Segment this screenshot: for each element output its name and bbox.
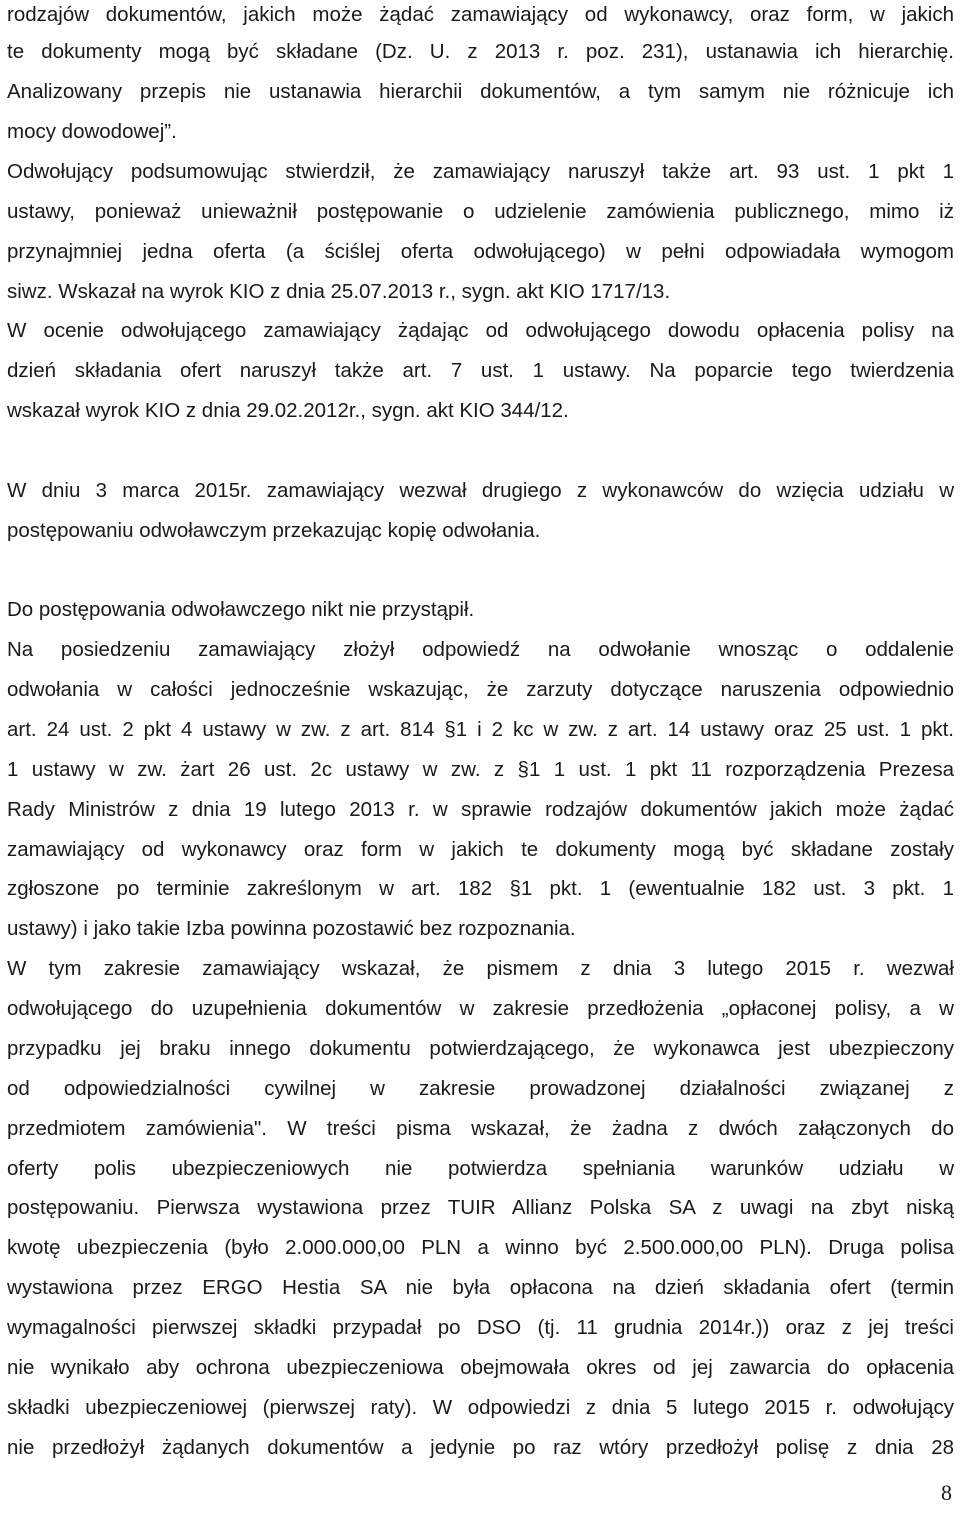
text-line: Na posiedzeniu zamawiający złożył odpowiedź na odwołanie wnosząc o oddalenie: [7, 638, 954, 661]
text-line: oferty polis ubezpieczeniowych nie potwierdza spełniania warunków udziału w: [7, 1157, 954, 1180]
text-line: wskazał wyrok KIO z dnia 29.02.2012r., sygn. akt KIO 344/12.: [7, 399, 569, 422]
page-number: 8: [941, 1480, 952, 1505]
text-line: Analizowany przepis nie ustanawia hierarchii dokumentów, a tym samym nie różnicuje ich: [7, 80, 954, 103]
text-line: odwołującego do uzupełnienia dokumentów w zakresie przedłożenia „opłaconej polisy, a w: [7, 997, 954, 1020]
text-line: składki ubezpieczeniowej (pierwszej raty). W odpowiedzi z dnia 5 lutego 2015 r. odwołujący: [7, 1396, 954, 1419]
text-line: art. 24 ust. 2 pkt 4 ustawy w zw. z art. 814 §1 i 2 kc w zw. z art. 14 ustawy oraz 25 ust. 1 pkt.: [7, 718, 954, 741]
text-line: ustawy) i jako takie Izba powinna pozostawić bez rozpoznania.: [7, 917, 576, 940]
text-line: odwołania w całości jednocześnie wskazując, że zarzuty dotyczące naruszenia odpowiednio: [7, 678, 954, 701]
text-line: wymagalności pierwszej składki przypadał po DSO (tj. 11 grudnia 2014r.)) oraz z jej treści: [7, 1316, 954, 1339]
text-line: nie przedłożył żądanych dokumentów a jedynie po raz wtóry przedłożył polisę z dnia 28: [7, 1436, 954, 1459]
text-line: przynajmniej jedna oferta (a ściślej oferta odwołującego) w pełni odpowiadała wymogom: [7, 240, 954, 263]
text-line: zamawiający od wykonawcy oraz form w jakich te dokumenty mogą być składane zostały: [7, 838, 954, 861]
text-line: mocy dowodowej”.: [7, 120, 177, 143]
text-line: W tym zakresie zamawiający wskazał, że pismem z dnia 3 lutego 2015 r. wezwał: [7, 957, 954, 980]
text-line: przedmiotem zamówienia". W treści pisma wskazał, że żadna z dwóch załączonych do: [7, 1117, 954, 1140]
text-line: wystawiona przez ERGO Hestia SA nie była opłacona na dzień składania ofert (termin: [7, 1276, 954, 1299]
text-line: od odpowiedzialności cywilnej w zakresie prowadzonej działalności związanej z: [7, 1077, 954, 1100]
text-line: postępowaniu odwoławczym przekazując kopię odwołania.: [7, 519, 541, 542]
text-line: Rady Ministrów z dnia 19 lutego 2013 r. w sprawie rodzajów dokumentów jakich może żądać: [7, 798, 954, 821]
text-line: kwotę ubezpieczenia (było 2.000.000,00 PLN a winno być 2.500.000,00 PLN). Druga polisa: [7, 1236, 954, 1259]
text-line: postępowaniu. Pierwsza wystawiona przez TUIR Allianz Polska SA z uwagi na zbyt niską: [7, 1196, 954, 1219]
text-line: dzień składania ofert naruszył także art. 7 ust. 1 ustawy. Na poparcie tego twierdzenia: [7, 359, 954, 382]
text-line: przypadku jej braku innego dokumentu potwierdzającego, że wykonawca jest ubezpieczony: [7, 1037, 954, 1060]
text-line: te dokumenty mogą być składane (Dz. U. z 2013 r. poz. 231), ustanawia ich hierarchię.: [7, 40, 954, 63]
text-line: ustawy, ponieważ unieważnił postępowanie o udzielenie zamówienia publicznego, mimo iż: [7, 200, 954, 223]
text-line: zgłoszone po terminie zakreślonym w art. 182 §1 pkt. 1 (ewentualnie 182 ust. 3 pkt. 1: [7, 877, 954, 900]
text-line: Odwołujący podsumowując stwierdził, że zamawiający naruszył także art. 93 ust. 1 pkt 1: [7, 160, 954, 183]
text-line: nie wynikało aby ochrona ubezpieczeniowa obejmowała okres od jej zawarcia do opłacenia: [7, 1356, 954, 1379]
text-line: Do postępowania odwoławczego nikt nie przystąpił.: [7, 598, 475, 621]
text-line: rodzajów dokumentów, jakich może żądać zamawiający od wykonawcy, oraz form, w jakich: [7, 3, 954, 26]
text-line: W dniu 3 marca 2015r. zamawiający wezwał drugiego z wykonawców do wzięcia udziału w: [7, 479, 954, 502]
text-line: 1 ustawy w zw. żart 26 ust. 2c ustawy w zw. z §1 1 ust. 1 pkt 11 rozporządzenia Prezesa: [7, 758, 954, 781]
text-line: siwz. Wskazał na wyrok KIO z dnia 25.07.2013 r., sygn. akt KIO 1717/13.: [7, 280, 671, 303]
text-line: W ocenie odwołującego zamawiający żądając od odwołującego dowodu opłacenia polisy na: [7, 319, 954, 342]
